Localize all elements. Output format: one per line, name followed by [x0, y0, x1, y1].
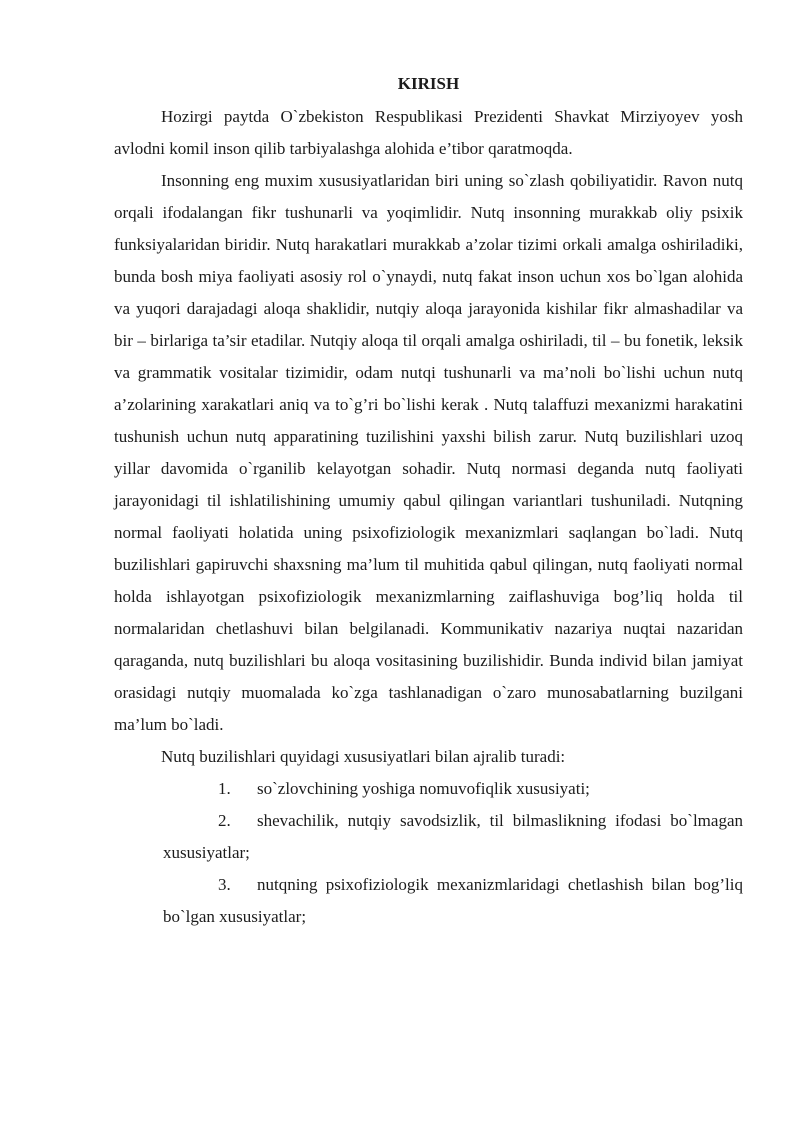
list-item-number: 2. — [218, 811, 231, 830]
list-item-number: 1. — [218, 779, 231, 798]
list-item-number: 3. — [218, 875, 231, 894]
list-item — [163, 805, 743, 869]
list-item-text: so`zlovchining yoshiga nomuvofiqlik xususiyati; — [257, 779, 590, 798]
list-item-text: nutqning psixofiziologik mexanizmlaridagi chetlashish bilan bog’liq bo`lgan xususiyatlar; — [163, 875, 743, 926]
paragraph-intro: Hozirgi paytda O`zbekiston Respublikasi Prezidenti Shavkat Mirziyoyev yosh avlodni komil inson qilib tarbiyalashga alohida e’tibor qaratmoqda. — [114, 107, 743, 158]
paragraph-list-lead: Nutq buzilishlari quyidagi xususiyatlari bilan ajralib turadi: — [161, 747, 566, 766]
list-item-text: shevachilik, nutqiy savodsizlik, til bilmaslikning ifodasi bo`lmagan xususiyatlar; — [163, 811, 743, 862]
list-item — [163, 773, 743, 805]
page-title: KIRISH — [397, 74, 460, 93]
list-item — [163, 869, 743, 933]
features-list — [114, 773, 743, 933]
document-body — [114, 74, 743, 933]
paragraph-main: Insonning eng muxim xususiyatlaridan biri uning so`zlash qobiliyatidir. Ravon nutq orqali ifodalangan fikr tushunarli va yoqimlidir. Nutq insonning murakkab oliy psixik funksiyalaridan biridir. Nutq harakatlari murakkab a’zolar tizimi orkali amalga oshiriladiki, bunda bosh miya faoliyati asosiy rol o`ynaydi, nutq fakat inson uchun xos bo`lgan alohida va yuqori darajadagi aloqa shaklidir, nutqiy aloqa jarayonida kishilar fikr almashadilar va bir – birlariga ta’sir etadilar. Nutqiy aloqa til orqali amalga oshiriladi, til – bu fonetik, leksik va grammatik vositalar tizimidir, odam nutqi tushunarli va ma’noli bo`lishi uchun nutq a’zolarining xarakatlari aniq va to`g’ri bo`lishi kerak . Nutq talaffuzi mexanizmi harakatini tushunish uchun nutq apparatining tuzilishini yaxshi bilish zarur. Nutq buzilishlari uzoq yillar davomida o`rganilib kelayotgan sohadir. Nutq normasi deganda nutq faoliyati jarayonidagi til ishlatilishining umumiy qabul qilingan variantlari tushuniladi. Nutqning normal faoliyati holatida uning psixofiziologik mexanizmlari saqlangan bo`ladi. Nutq buzilishlari gapiruvchi shaxsning ma’lum til muhitida qabul qilingan, nutq faoliyati normal holda ishlayotgan psixofiziologik mexanizmlarning zaiflashuviga bog’liq holda til normalaridan chetlashuvi bilan belgilanadi. Kommunikativ nazariya nuqtai nazaridan qaraganda, nutq buzilishlari bu aloqa vositasining buzilishidir. Bunda individ bilan jamiyat orasidagi nutqiy muomalada ko`zga tashlanadigan o`zaro munosabatlarning buzilgani ma’lum bo`ladi. — [114, 171, 743, 734]
